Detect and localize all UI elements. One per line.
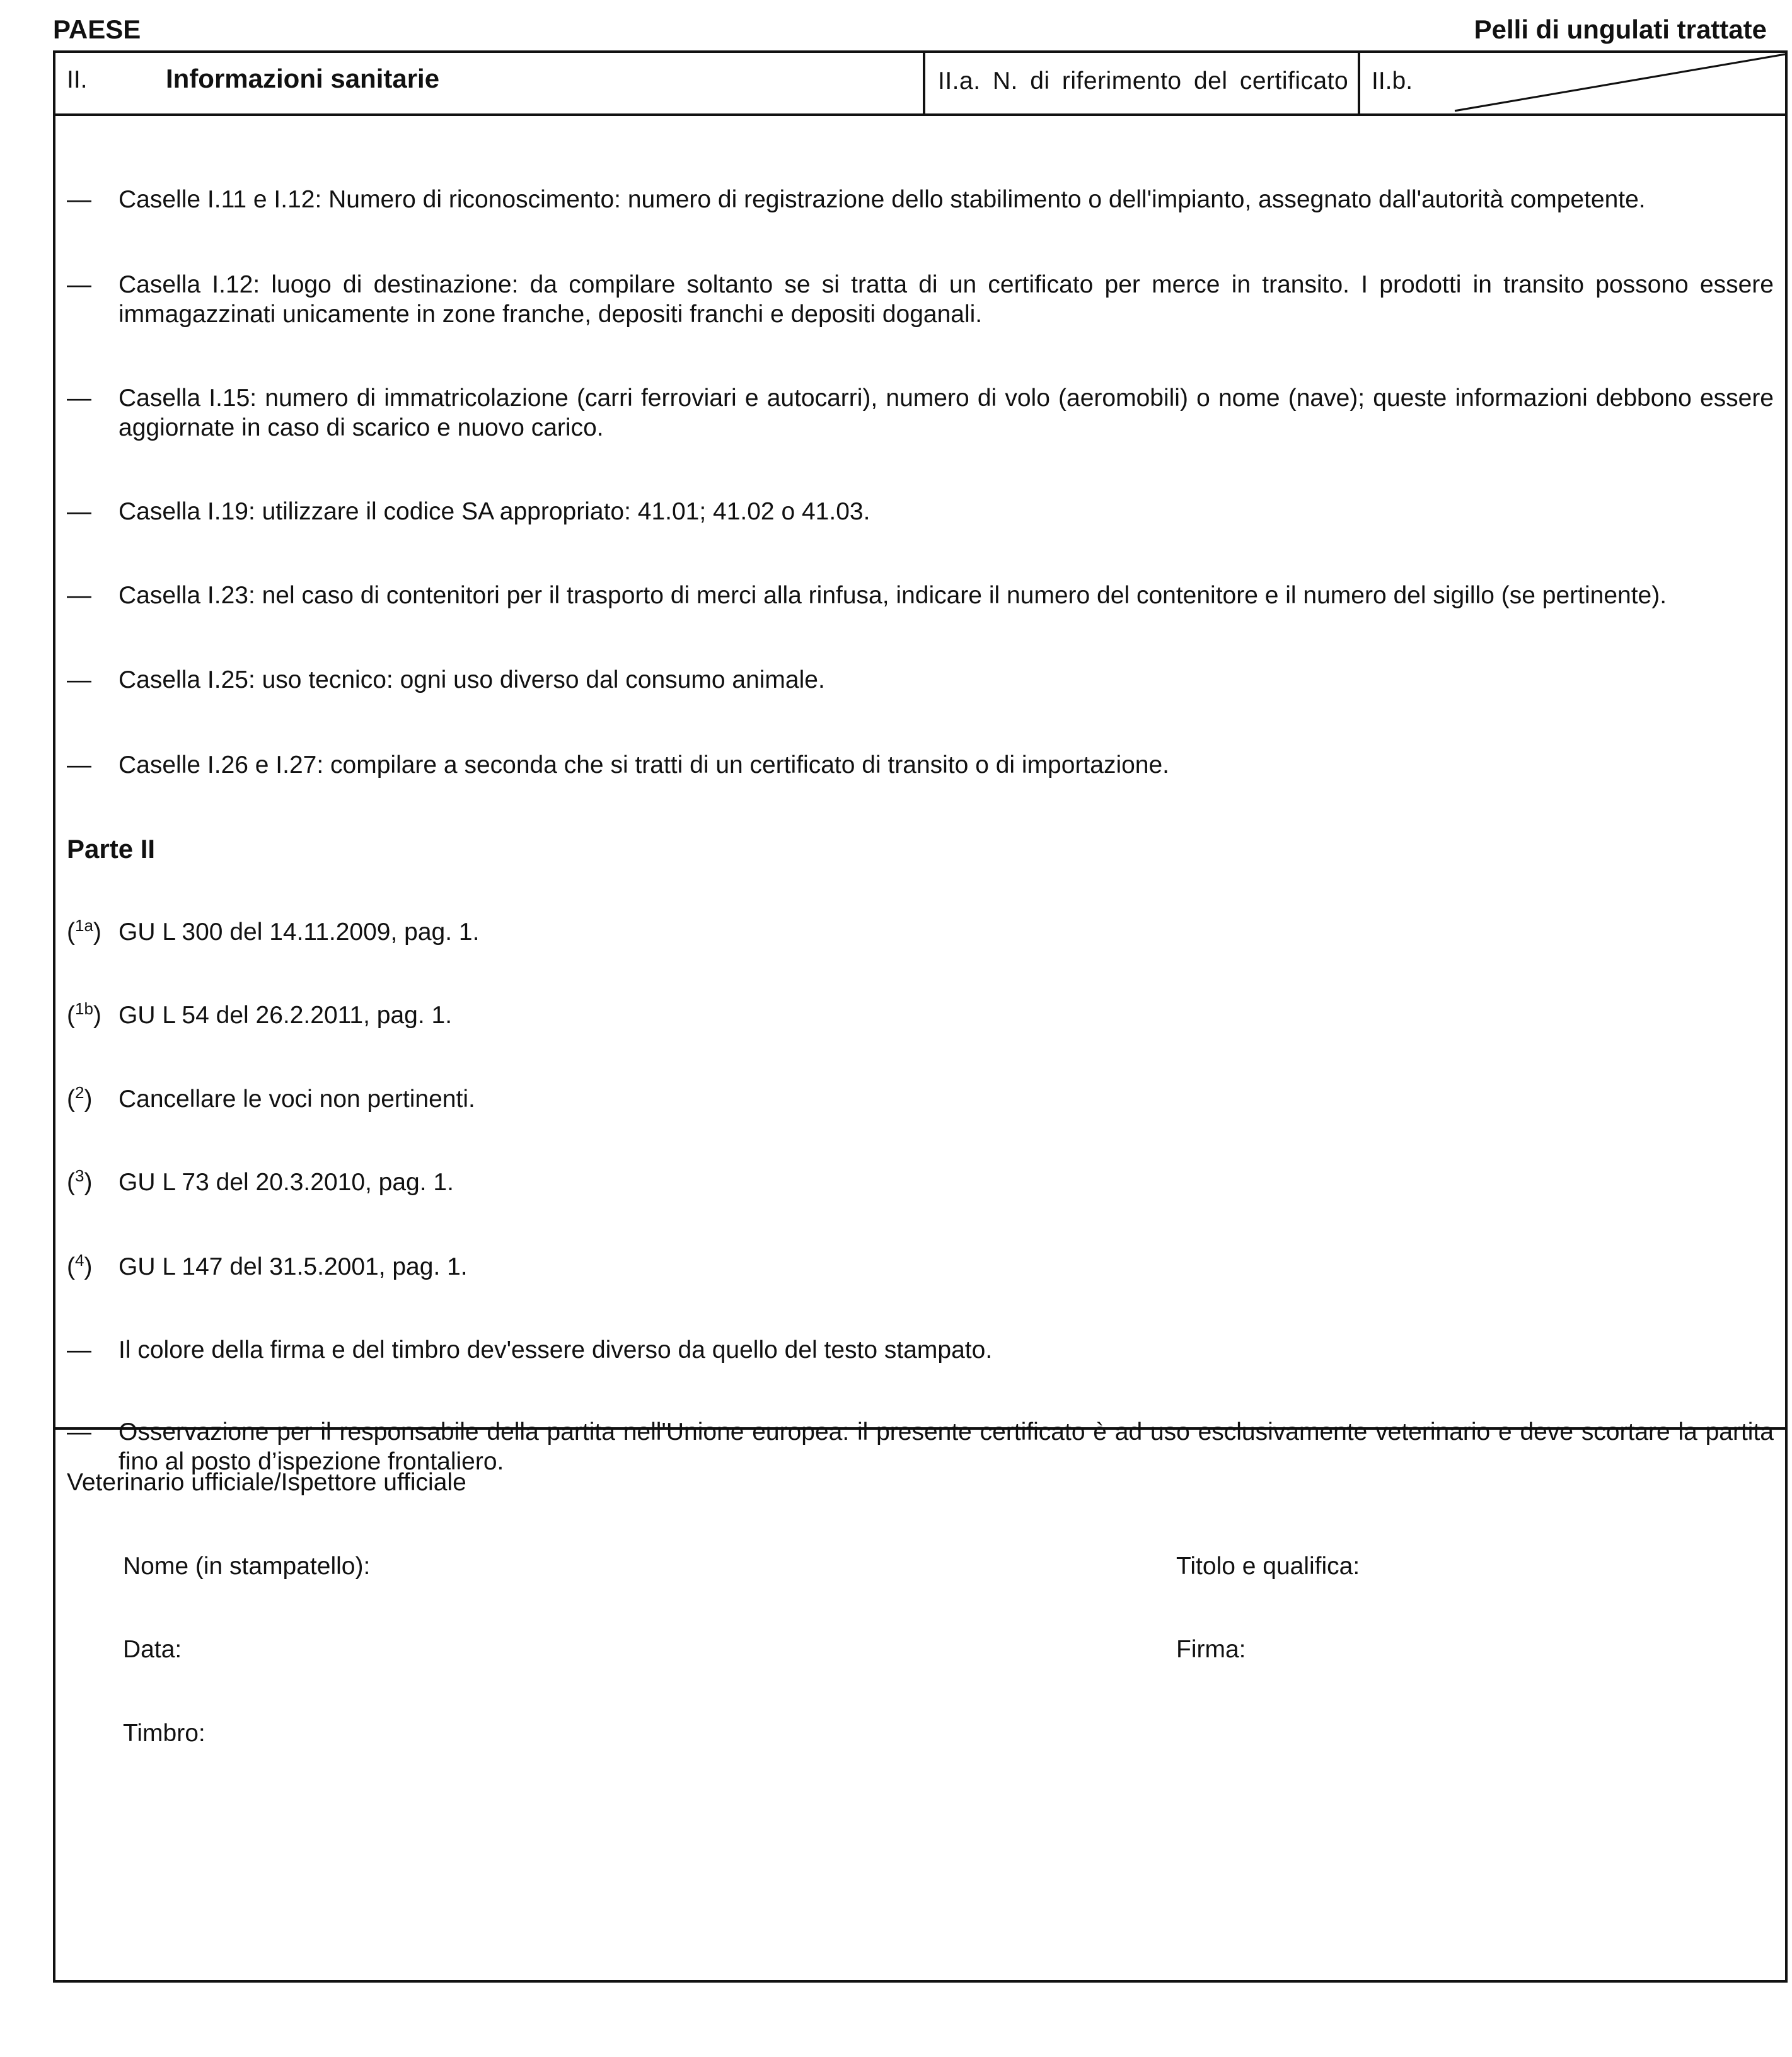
date-field[interactable]: Data:	[123, 1636, 182, 1663]
note-item	[67, 497, 1774, 527]
note-text: Casella I.15: numero di immatricolazione (carri ferroviari e autocarri), numero di volo (aeromobili) o nome (nave); queste informazioni debbono essere aggiornate in caso di scarico e nuovo carico.	[119, 385, 1774, 441]
note-text: Casella I.23: nel caso di contenitori per il trasporto di merci alla rinfusa, indicare il numero del contenitore e il numero del sigillo (se pertinente).	[119, 582, 1667, 609]
footnote-text: GU L 54 del 26.2.2011, pag. 1.	[119, 1002, 453, 1029]
note-item	[67, 270, 1774, 330]
country-label: PAESE	[53, 14, 141, 44]
stamp-field[interactable]: Timbro:	[123, 1720, 205, 1747]
remark-text: Osservazione per il responsabile della partita nell'Unione europea: il presente certificato è ad uso esclusivamente veterinario e deve scortare la partita fino al posto d’ispezione frontaliero.	[119, 1418, 1774, 1475]
note-item	[67, 666, 1774, 695]
footnote-text: GU L 73 del 20.3.2010, pag. 1.	[119, 1169, 454, 1196]
footnote-marker: ($^{1b}$)	[67, 999, 101, 1029]
footnote-text: Cancellare le voci non pertinenti.	[119, 1086, 475, 1113]
footnote-marker: ($^4$)	[67, 1251, 93, 1280]
name-field[interactable]: Nome (in stampatello):	[123, 1553, 371, 1580]
footnote-item	[67, 1253, 1774, 1282]
dash-marker: —	[67, 1336, 91, 1364]
official-label: Veterinario ufficiale/Ispettore ufficiale	[67, 1469, 466, 1496]
footnote-marker: ($^{1a}$)	[67, 916, 101, 946]
footnote-item	[67, 1001, 1774, 1031]
note-text: Caselle I.26 e I.27: compilare a seconda che si tratti di un certificato di transito o di importazione.	[119, 751, 1170, 779]
certificate-reference-cell[interactable]	[925, 53, 1360, 113]
dash-marker: —	[67, 1418, 91, 1446]
footnote-item	[67, 1168, 1774, 1198]
dash-marker: —	[67, 498, 91, 525]
diagonal-line	[1360, 53, 1785, 113]
footnote-text: GU L 300 del 14.11.2009, pag. 1.	[119, 918, 480, 946]
section-title-cell	[55, 53, 925, 113]
footnote-item	[67, 1085, 1774, 1115]
section-iib-label: II.b.	[1372, 67, 1413, 95]
note-text: Caselle I.11 e I.12: Numero di riconoscimento: numero di registrazione dello stabilimento o dell'impianto, assegnato dall'autorità competente.	[119, 186, 1646, 213]
footnote-marker: ($^3$)	[67, 1166, 93, 1196]
note-text: Casella I.25: uso tecnico: ogni uso diverso dal consumo animale.	[119, 666, 825, 693]
footnote-marker: ($^2$)	[67, 1083, 93, 1113]
certificate-reference-label: II.a. N. di riferimento del certificato	[938, 67, 1349, 95]
note-text: Casella I.12: luogo di destinazione: da compilare soltanto se si tratta di un certificato per merce in transito. I prodotti in transito possono essere immagazzinati unicamente in zone franche, depositi franchi e depositi doganali.	[119, 271, 1774, 328]
footnote-text: GU L 147 del 31.5.2001, pag. 1.	[119, 1253, 468, 1280]
title-qualification-field[interactable]: Titolo e qualifica:	[1176, 1553, 1360, 1580]
note-item	[67, 185, 1774, 215]
dash-marker: —	[67, 751, 91, 779]
part-ii-heading: Parte II	[67, 834, 156, 864]
note-item	[67, 581, 1774, 611]
section-title: Informazioni sanitarie	[166, 64, 440, 93]
dash-marker: —	[67, 271, 91, 298]
document-title: Pelli di ungulati trattate	[1474, 14, 1767, 44]
certificate-frame	[53, 50, 1788, 1983]
signature-field[interactable]: Firma:	[1176, 1636, 1246, 1663]
note-text: Casella I.19: utilizzare il codice SA appropriato: 41.01; 41.02 o 41.03.	[119, 498, 870, 525]
section-iib-cell[interactable]	[1360, 53, 1785, 113]
dash-marker: —	[67, 582, 91, 609]
section-number: II.	[67, 66, 88, 93]
note-item	[67, 384, 1774, 443]
signature-divider	[55, 1427, 1785, 1430]
remark-item	[67, 1336, 1774, 1365]
note-item	[67, 751, 1774, 780]
dash-marker: —	[67, 385, 91, 412]
dash-marker: —	[67, 186, 91, 213]
section-header-row	[55, 53, 1785, 116]
dash-marker: —	[67, 666, 91, 693]
footnote-item	[67, 918, 1774, 947]
remark-text: Il colore della firma e del timbro dev'essere diverso da quello del testo stampato.	[119, 1336, 993, 1364]
